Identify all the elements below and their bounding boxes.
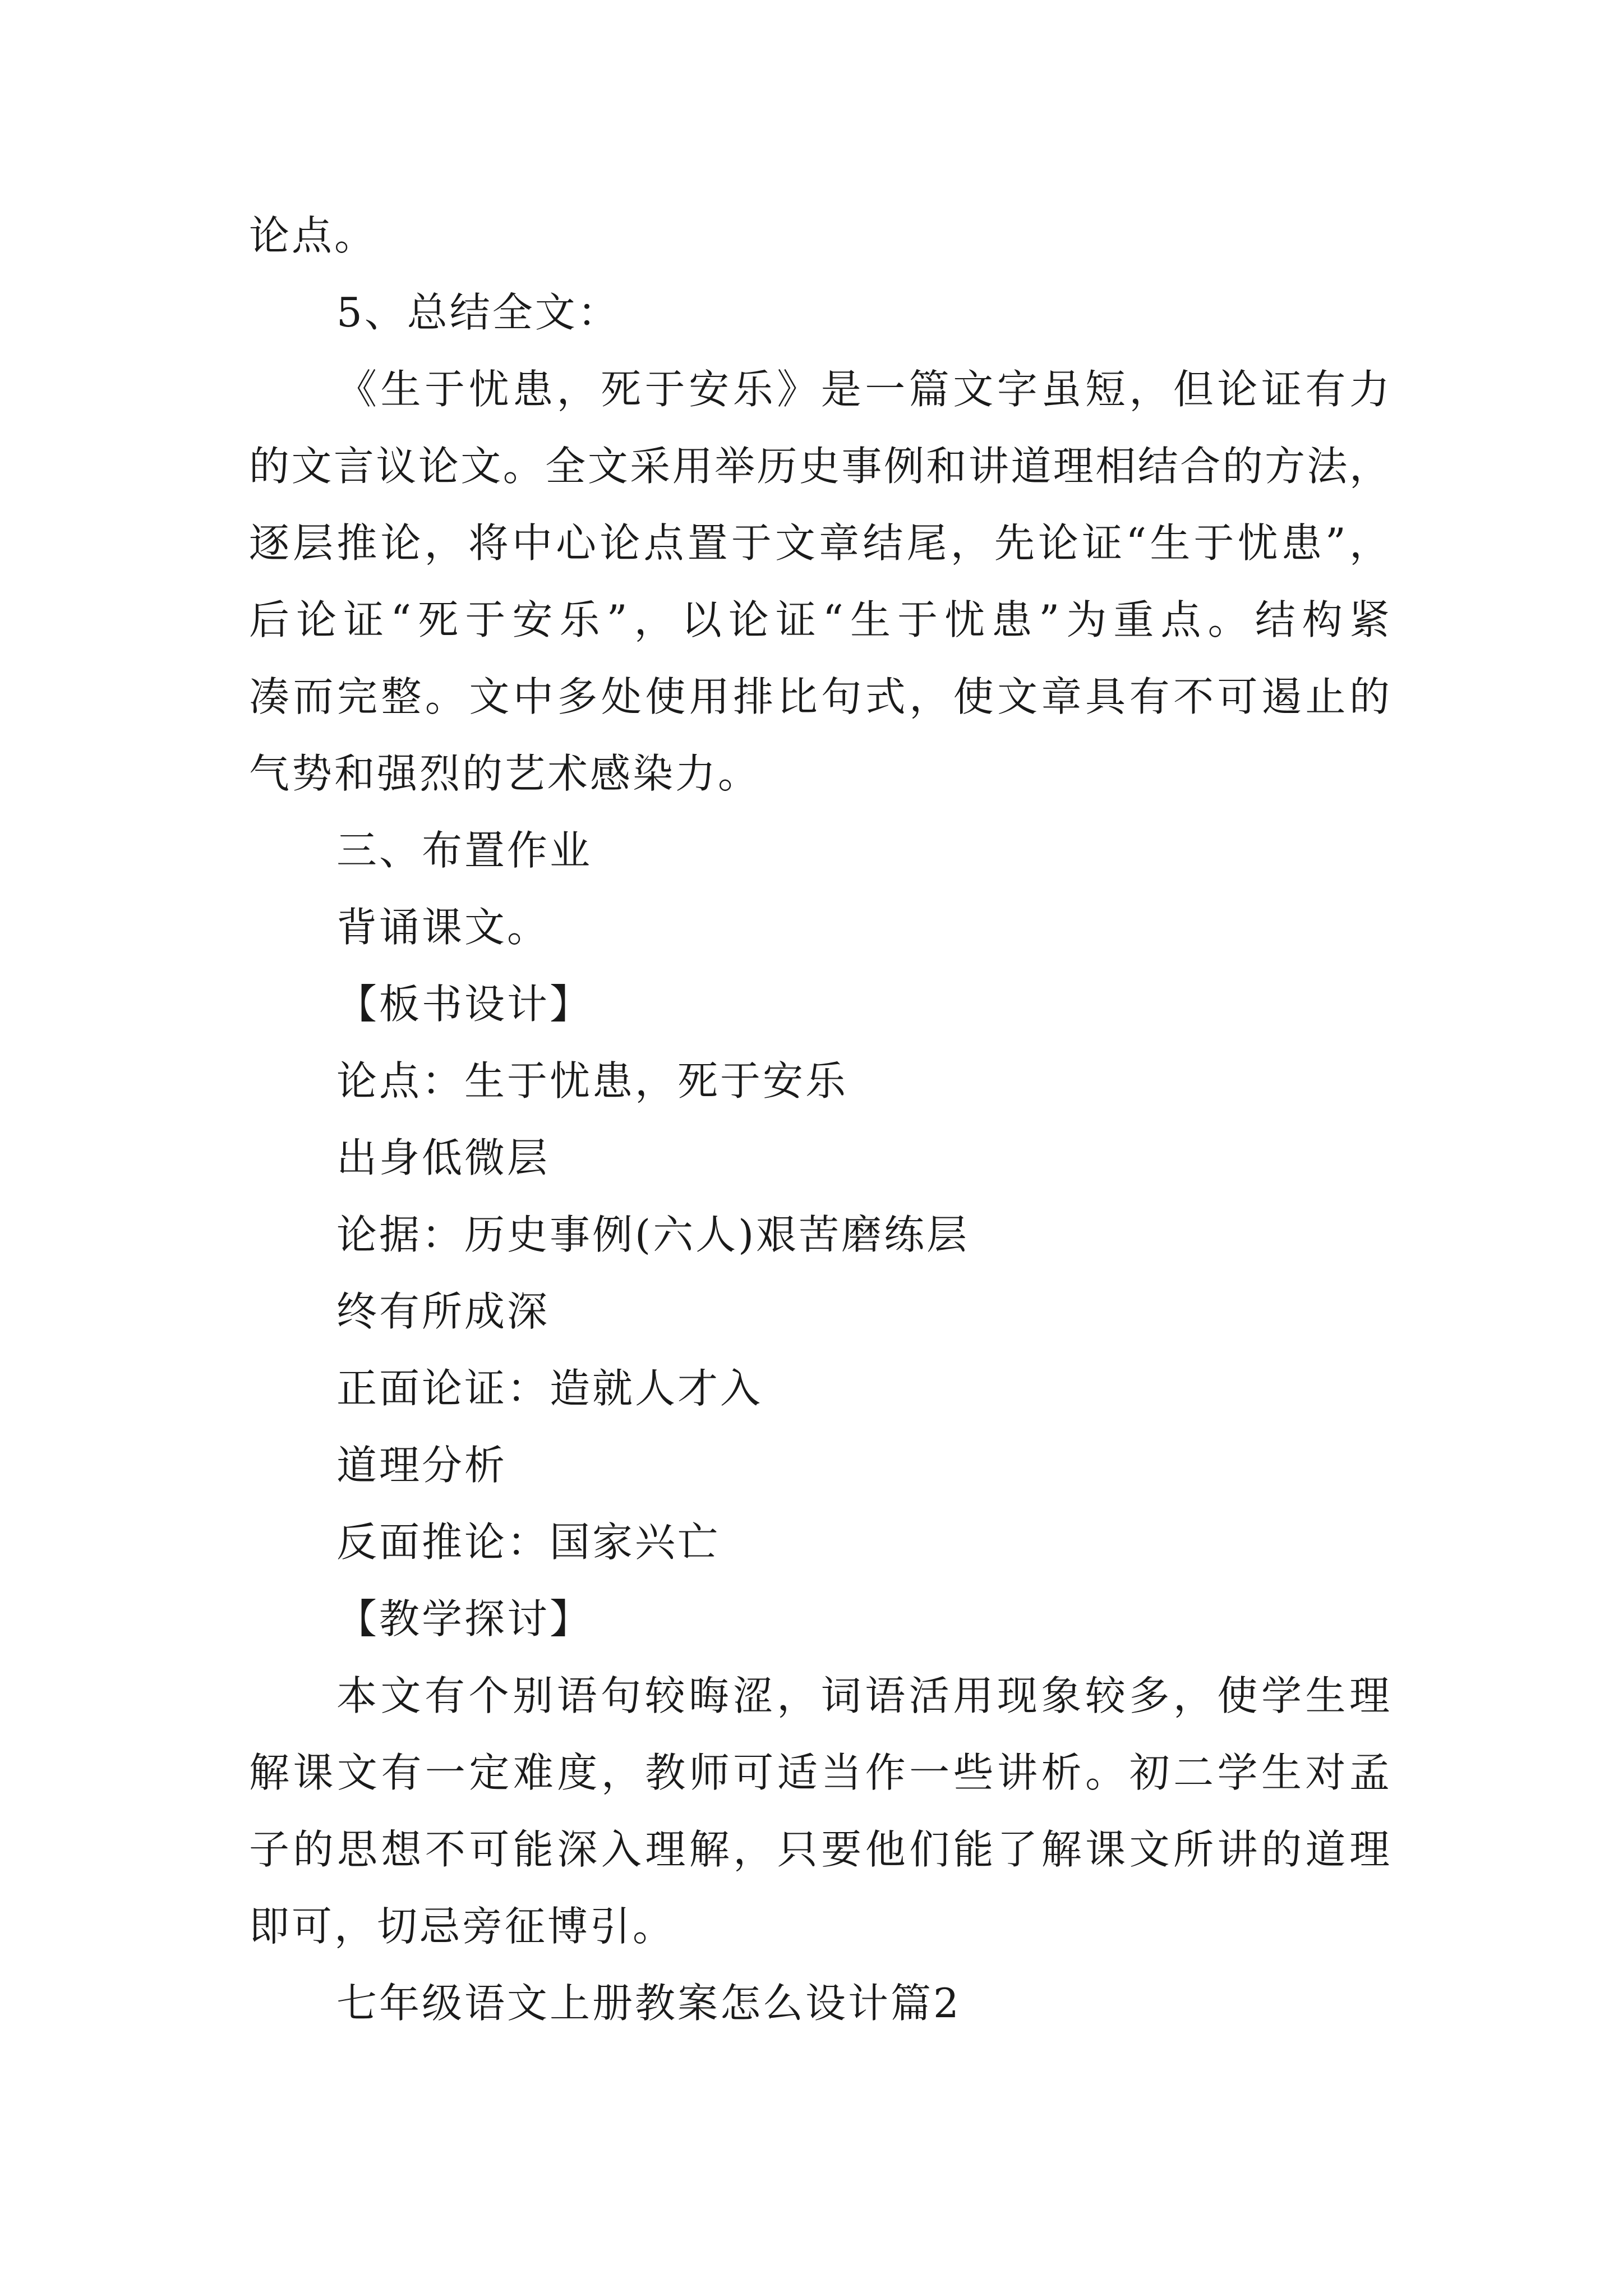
text-line: 气势和强烈的艺术感染力。 xyxy=(249,750,761,797)
text-line: 终有所成深 xyxy=(336,1288,550,1335)
text-line: 论据：历史事例(六人)艰苦磨练层 xyxy=(336,1211,970,1258)
text-line: 子的思想不可能深入理解，只要他们能了解课文所讲的道理 xyxy=(249,1826,1390,1873)
text-line: 的文言议论文。全文采用举历史事例和讲道理相结合的方法， xyxy=(249,443,1390,490)
text-line: 本文有个别语句较晦涩，词语活用现象较多，使学生理 xyxy=(336,1672,1390,1719)
section-heading: 5、总结全文： xyxy=(336,289,620,336)
text-line: 正面论证：造就人才入 xyxy=(336,1365,763,1412)
text-line: 凑而完整。文中多处使用排比句式，使文章具有不可遏止的 xyxy=(249,673,1390,720)
text-line: 《生于忧患，死于安乐》是一篇文字虽短，但论证有力 xyxy=(336,366,1390,413)
text-line: 道理分析 xyxy=(336,1442,508,1489)
section-heading: 七年级语文上册教案怎么设计篇2 xyxy=(336,1980,961,2027)
section-heading: 三、布置作业 xyxy=(336,827,593,874)
text-line: 即可，切忌旁征博引。 xyxy=(249,1903,676,1950)
text-line: 背诵课文。 xyxy=(336,904,550,951)
text-line: 论点。 xyxy=(249,212,377,259)
text-line: 逐层推论，将中心论点置于文章结尾，先论证“生于忧患”， xyxy=(249,519,1390,567)
section-heading: 【板书设计】 xyxy=(336,981,593,1028)
text-line: 反面推论：国家兴亡 xyxy=(336,1519,721,1566)
text-line: 后论证“死于安乐”，以论证“生于忧患”为重点。结构紧 xyxy=(249,596,1390,643)
text-line: 出身低微层 xyxy=(336,1134,550,1181)
text-line: 论点：生于忧患，死于安乐 xyxy=(336,1057,849,1105)
text-line: 解课文有一定难度，教师可适当作一些讲析。初二学生对孟 xyxy=(249,1749,1390,1796)
section-heading: 【教学探讨】 xyxy=(336,1595,593,1642)
